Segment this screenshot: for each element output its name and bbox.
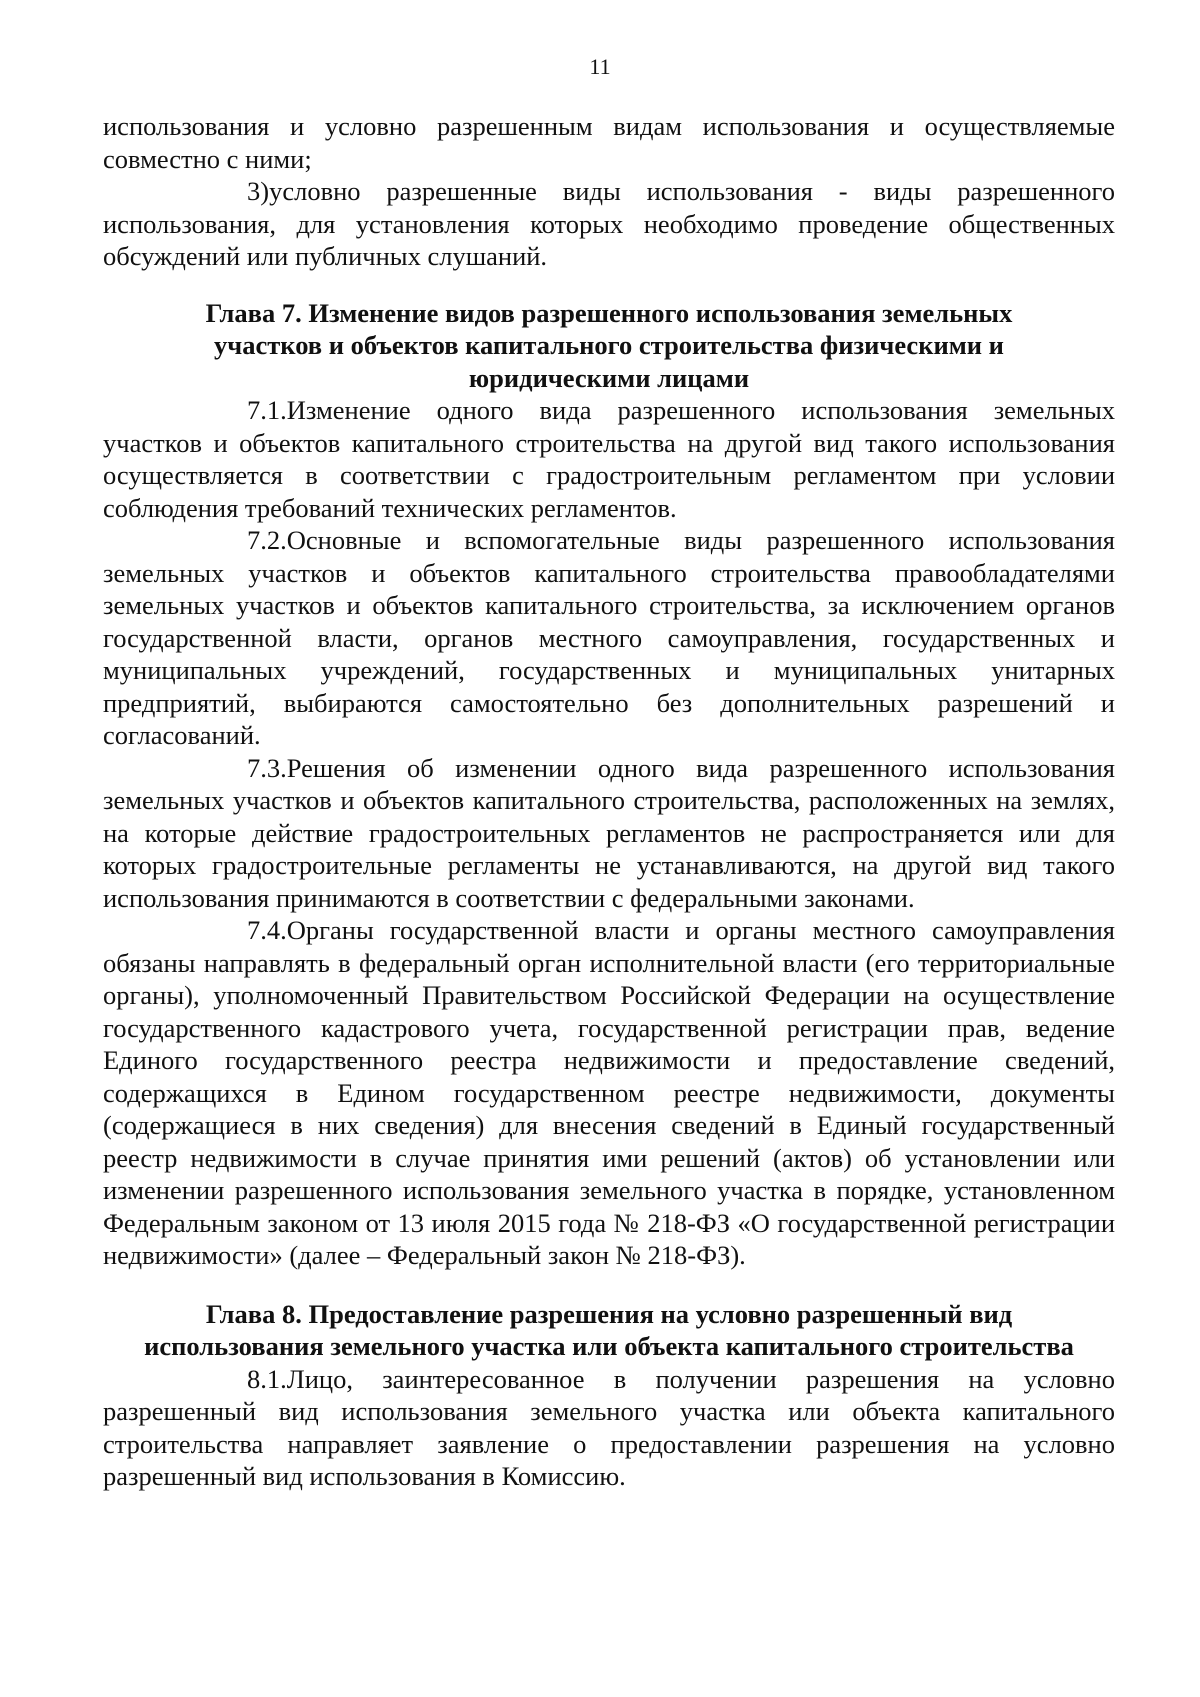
chapter-7-heading-line-2: участков и объектов капитального строительства физическими и [214,330,1004,360]
chapter-7-heading [103,297,1115,395]
clause-text: Органы государственной власти и органы местного самоуправления обязаны направлять в федеральный орган исполнительной власти (его территориальные органы), уполномоченный Правительством Российской Федерации на осуществление государственного кадастрового учета, государственной регистрации прав, ведение Единого государственного реестра недвижимости и предоставление сведений, содержащихся в Едином государственном реестре недвижимости, документы (содержащиеся в них сведения) для внесения сведений в Единый государственный реестр недвижимости в случае принятия ими решений (актов) об установлении или изменении разрешенного использования земельного участка в порядке, установленном Федеральным законом от 13 июля 2015 года № 218-ФЗ «О государственной регистрации недвижимости» (далее – Федеральный закон № 218-ФЗ). [103,915,1115,1270]
clause-7-1 [103,394,1115,524]
clause-number: 7.3. [247,752,287,783]
chapter-8-heading-line-1: Глава 8. Предоставление разрешения на условно разрешенный вид [205,1298,1013,1329]
clause-text: Основные и вспомогательные виды разрешенного использования земельных участков и объектов капитального строительства правообладателями земельных участков и объектов капитального строительства, за исключением органов государственной власти, органов местного самоуправления, государственных и муниципальных учреждений, государственных и муниципальных унитарных предприятий, выбираются самостоятельно без дополнительных разрешений и согласований. [103,525,1115,750]
clause-text: Изменение одного вида разрешенного использования земельных участков и объектов капитального строительства на другой вид такого использования осуществляется в соответствии с градостроительным регламентом при условии соблюдения требований технических регламентов. [103,395,1115,523]
clause-text: Решения об изменении одного вида разрешенного использования земельных участков и объектов капитального строительства, расположенных на землях, на которые действие градостроительных регламентов не распространяется или для которых градостроительные регламенты не устанавливаются, на другой вид такого использования принимаются в соответствии с федеральными законами. [103,752,1115,913]
chapter-7-heading-line-3: юридическими лицами [468,362,750,393]
chapter-8-heading [103,1298,1115,1363]
chapter-8-heading-line-2: использования земельного участка или объекта капитального строительства [144,1331,1074,1361]
clause-number: 7.1. [247,395,287,425]
clause-number: 7.4. [247,915,287,945]
clause-7-3 [103,752,1115,915]
document-body [103,110,1115,1493]
list-item-text: условно разрешенные виды использования - виды разрешенного использования, для установления которых необходимо проведение общественных обсуждений или публичных слушаний. [103,176,1115,271]
clause-number: 7.2. [247,525,287,555]
clause-number: 8.1. [247,1363,287,1394]
list-item-3 [103,175,1115,273]
clause-8-1 [103,1363,1115,1493]
page-number: 11 [589,54,611,79]
intro-paragraph: использования и условно разрешенным видам использования и осуществляемые совместно с ними; [103,111,1115,174]
list-item-number: 3) [247,176,270,206]
clause-7-4 [103,914,1115,1272]
chapter-7-heading-line-1: Глава 7. Изменение видов разрешенного использования земельных [205,297,1013,328]
clause-text: Лицо, заинтересованное в получении разрешения на условно разрешенный вид использования земельного участка или объекта капитального строительства направляет заявление о предоставлении разрешения на условно разрешенный вид использования в Комиссию. [103,1363,1115,1491]
clause-7-2 [103,524,1115,752]
